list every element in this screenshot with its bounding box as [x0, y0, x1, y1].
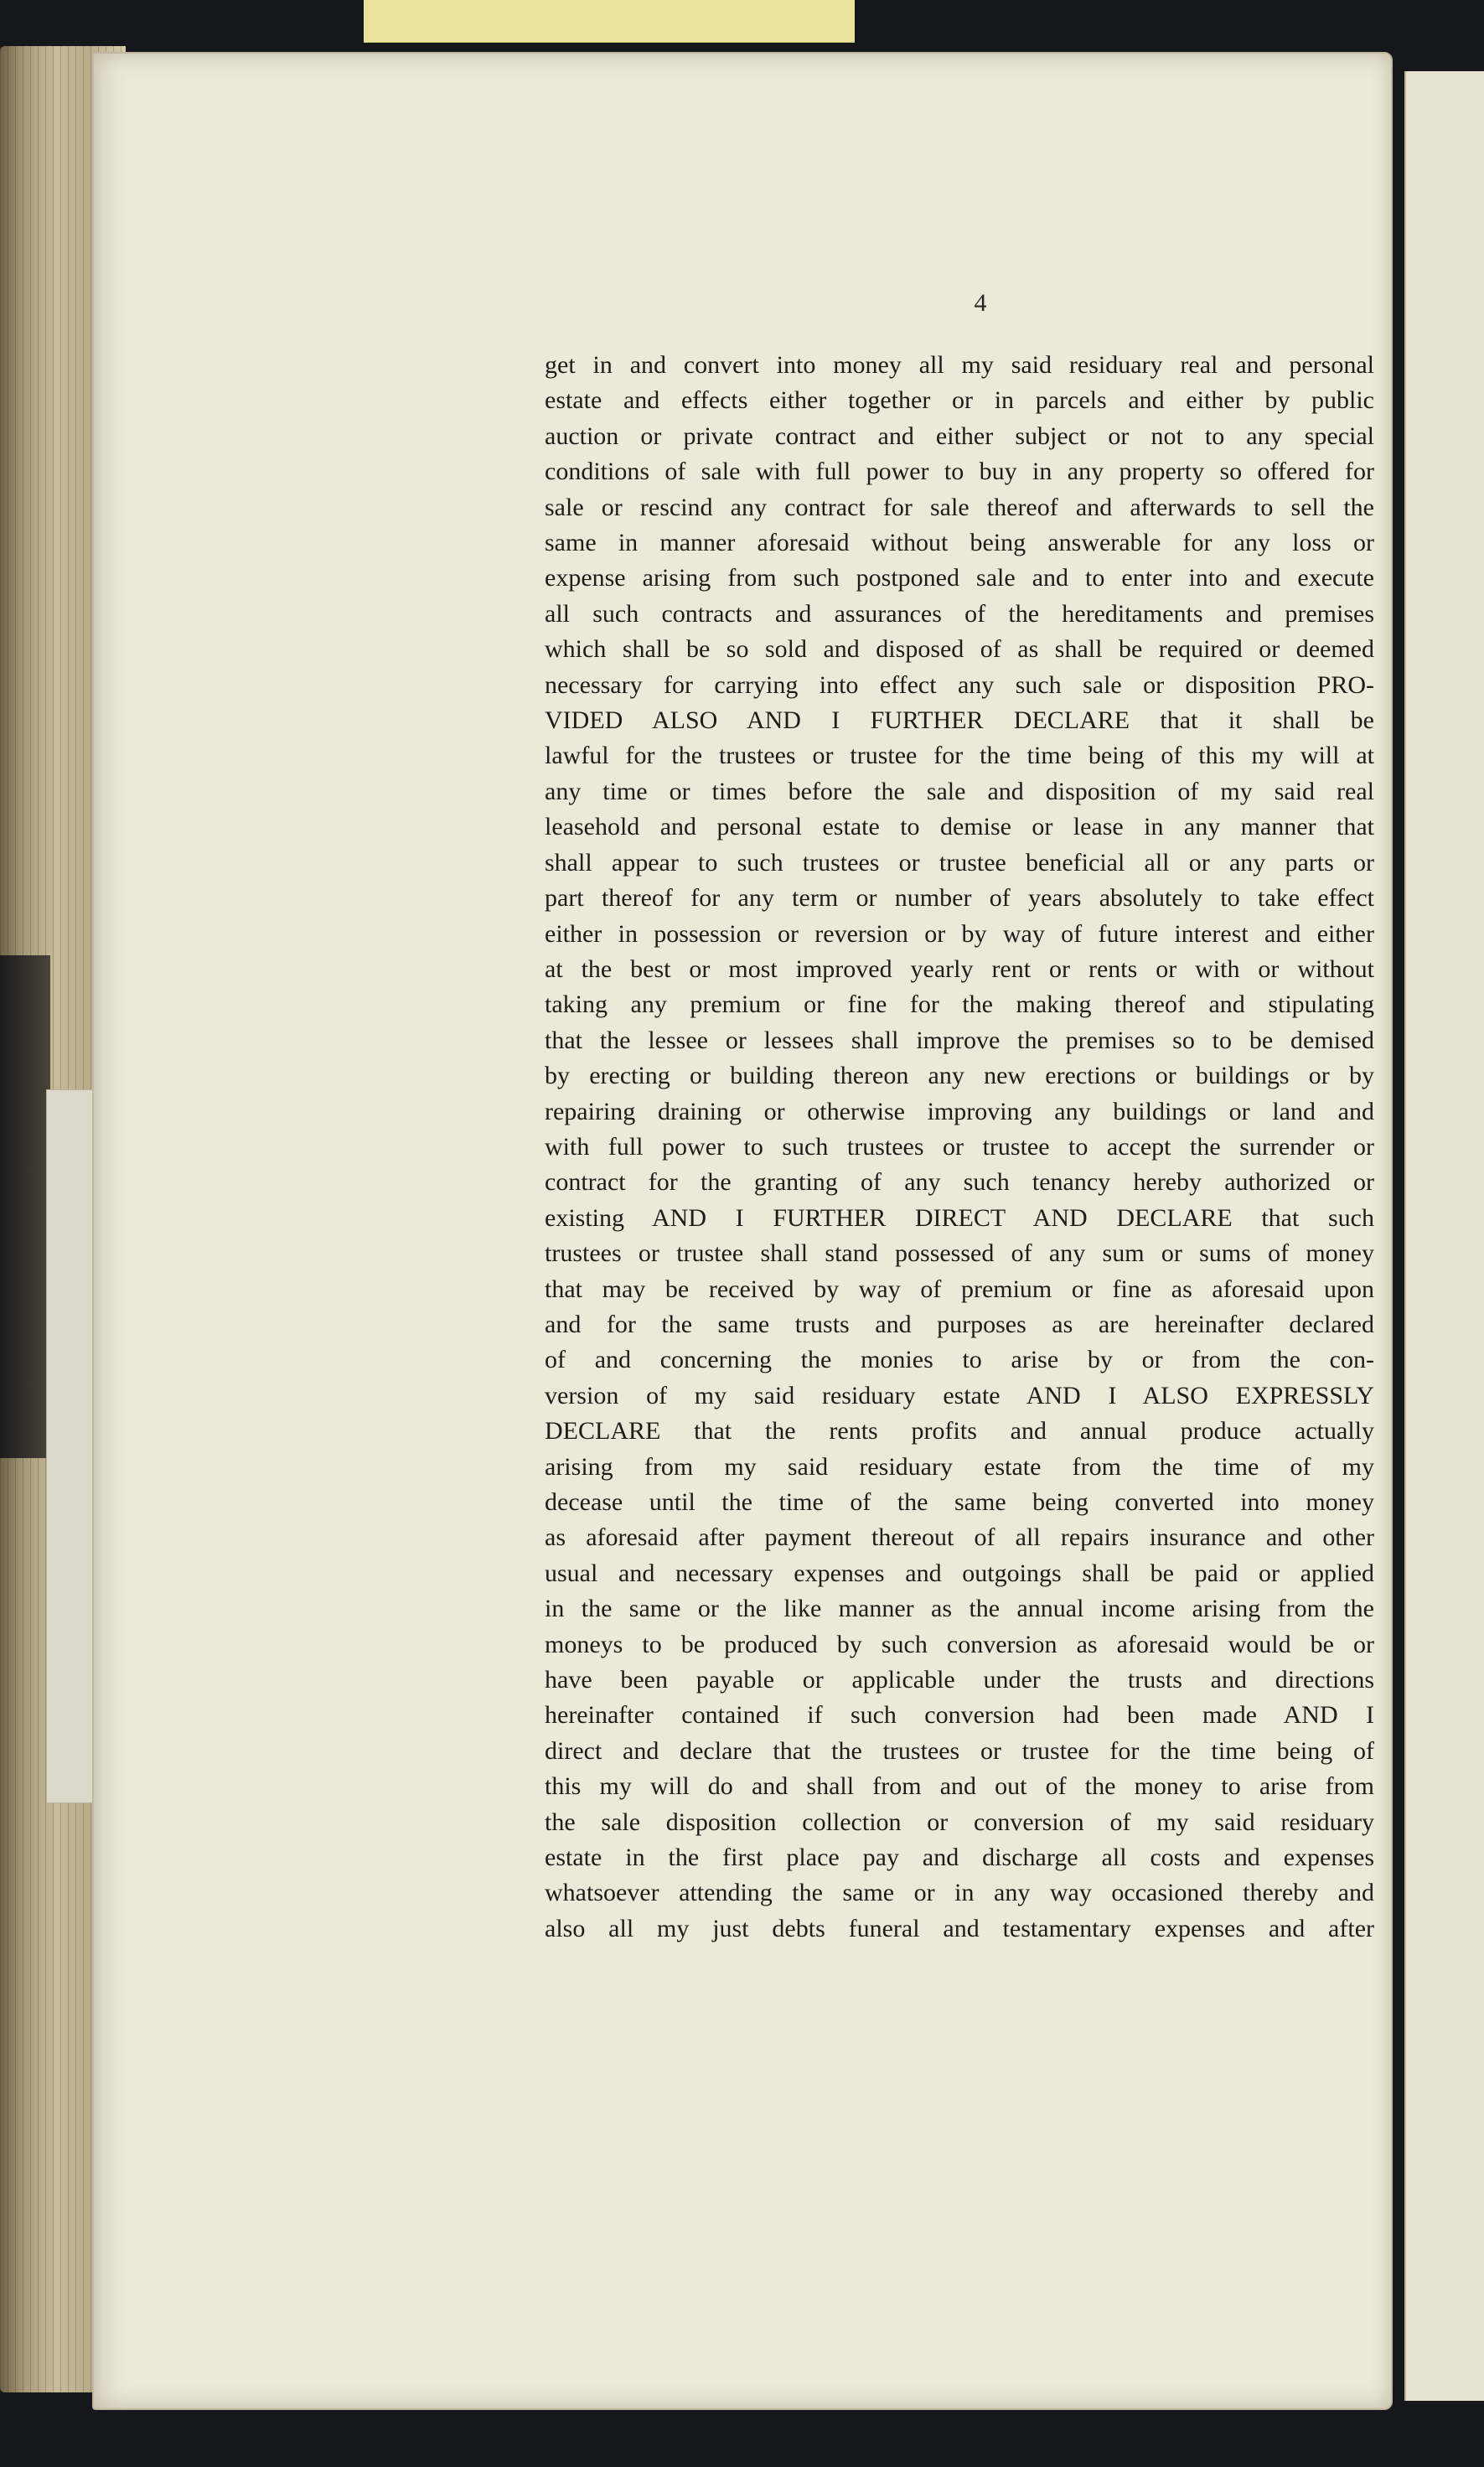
- text-line: necessary for carrying into effect any such sale or disposition PRO-: [545, 670, 1374, 699]
- text-line: hereinafter contained if such conversion had been made AND I: [545, 1701, 1374, 1730]
- text-line: DECLARE that the rents profits and annual produce actually: [545, 1417, 1374, 1446]
- text-line: and for the same trusts and purposes as are hereinafter declared: [545, 1310, 1374, 1338]
- text-line: at the best or most improved yearly rent or rents or with or without: [545, 954, 1374, 983]
- text-line: the sale disposition collection or conversion of my said residuary: [545, 1808, 1374, 1836]
- text-line: lawful for the trustees or trustee for the time being of this my will at: [545, 742, 1374, 770]
- text-line: estate in the first place pay and discharge all costs and expenses: [545, 1844, 1374, 1872]
- binding-shadow: [0, 955, 50, 1458]
- text-line: get in and convert into money all my said residuary real and personal: [545, 351, 1374, 379]
- page-text-body: [545, 348, 1374, 1947]
- text-line: any time or times before the sale and disposition of my said real: [545, 777, 1374, 805]
- text-line: repairing draining or otherwise improving any buildings or land and: [545, 1097, 1374, 1125]
- text-line: same in manner aforesaid without being answerable for any loss or: [545, 529, 1374, 557]
- text-line: either in possession or reversion or by way of future interest and either: [545, 919, 1374, 948]
- text-line: conditions of sale with full power to buy in any property so offered for: [545, 458, 1374, 486]
- text-line: have been payable or applicable under the trusts and directions: [545, 1666, 1374, 1694]
- text-line: arising from my said residuary estate from the time of my: [545, 1452, 1374, 1481]
- text-line: existing AND I FURTHER DIRECT AND DECLARE that such: [545, 1203, 1374, 1232]
- text-line: trustees or trustee shall stand possessed of any sum or sums of money: [545, 1239, 1374, 1268]
- text-line: version of my said residuary estate AND I ALSO EXPRESSLY: [545, 1381, 1374, 1409]
- text-line: of and concerning the monies to arise by or from the con-: [545, 1346, 1374, 1374]
- text-line: also all my just debts funeral and testamentary expenses and after: [545, 1914, 1374, 1942]
- text-line: as aforesaid after payment thereout of all repairs insurance and other: [545, 1523, 1374, 1552]
- text-line: estate and effects either together or in parcels and either by public: [545, 386, 1374, 415]
- text-line: taking any premium or fine for the making thereof and stipulating: [545, 990, 1374, 1019]
- text-line: moneys to be produced by such conversion as aforesaid would be or: [545, 1630, 1374, 1658]
- text-line: direct and declare that the trustees or trustee for the time being of: [545, 1736, 1374, 1765]
- text-line: leasehold and personal estate to demise or lease in any manner that: [545, 813, 1374, 841]
- text-line: part thereof for any term or number of years absolutely to take effect: [545, 884, 1374, 913]
- text-line: which shall be so sold and disposed of as shall be required or deemed: [545, 635, 1374, 664]
- text-line: this my will do and shall from and out of the money to arise from: [545, 1772, 1374, 1801]
- text-line: sale or rescind any contract for sale thereof and afterwards to sell the: [545, 493, 1374, 521]
- text-line: all such contracts and assurances of the hereditaments and premises: [545, 599, 1374, 628]
- text-line: with full power to such trustees or trustee to accept the surrender or: [545, 1132, 1374, 1161]
- next-page-edge: [1404, 71, 1484, 2401]
- page-number: 4: [974, 289, 987, 317]
- text-line: by erecting or building thereon any new erections or buildings or by: [545, 1062, 1374, 1090]
- text-line: auction or private contract and either subject or not to any special: [545, 422, 1374, 450]
- text-line: that the lessee or lessees shall improve the premises so to be demised: [545, 1026, 1374, 1054]
- bookmark-slip: [364, 0, 855, 43]
- text-line: that may be received by way of premium or fine as aforesaid upon: [545, 1275, 1374, 1303]
- text-line: VIDED ALSO AND I FURTHER DECLARE that it shall be: [545, 706, 1374, 735]
- text-line: usual and necessary expenses and outgoings shall be paid or applied: [545, 1559, 1374, 1587]
- inserted-paper-slip: [46, 1089, 98, 1803]
- text-line: decease until the time of the same being converted into money: [545, 1488, 1374, 1516]
- text-line: shall appear to such trustees or trustee beneficial all or any parts or: [545, 848, 1374, 877]
- text-line: expense arising from such postponed sale and to enter into and execute: [545, 564, 1374, 592]
- text-line: contract for the granting of any such tenancy hereby authorized or: [545, 1168, 1374, 1197]
- text-line: whatsoever attending the same or in any way occasioned thereby and: [545, 1879, 1374, 1907]
- text-line: in the same or the like manner as the annual income arising from the: [545, 1595, 1374, 1623]
